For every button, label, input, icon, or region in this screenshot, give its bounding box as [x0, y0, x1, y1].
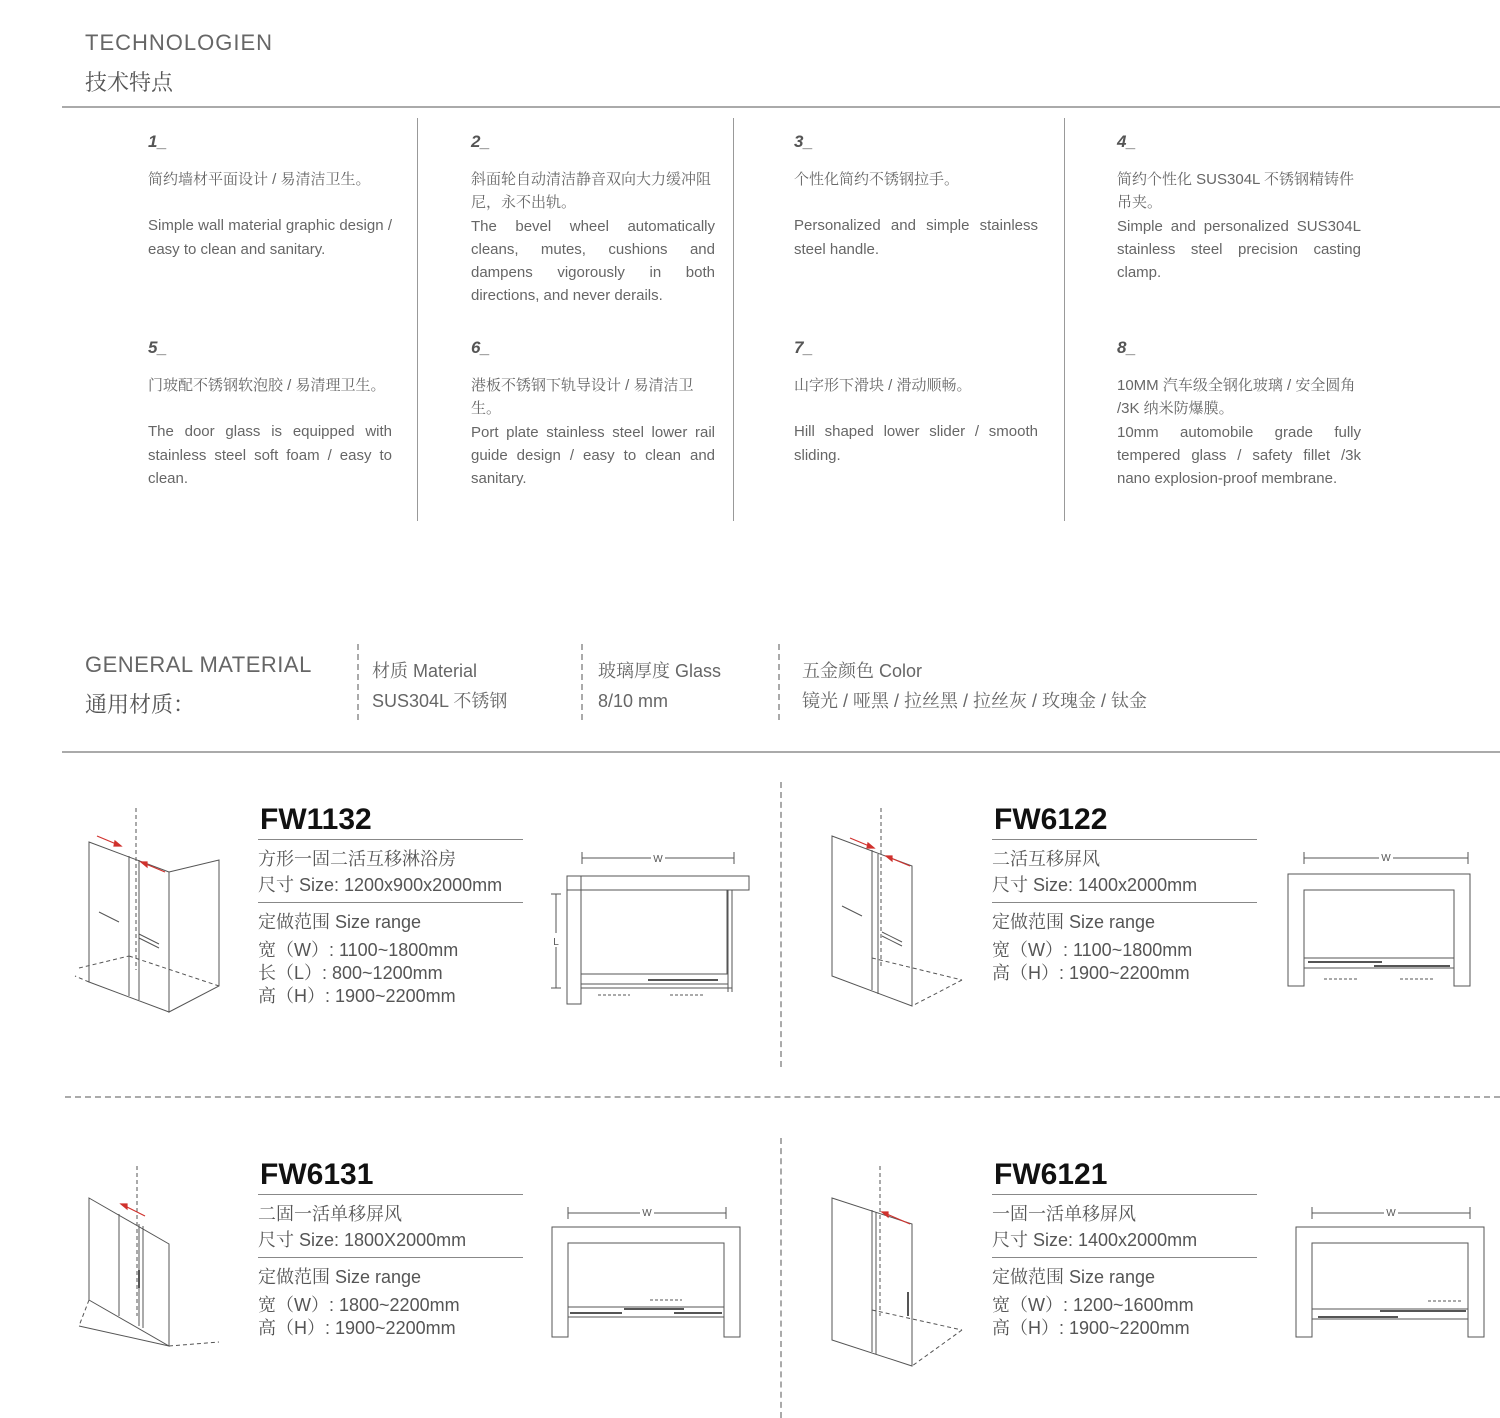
size-range-item: 高（H）: 1900~2200mm	[992, 1318, 1190, 1338]
size-range-item: 宽（W）: 1100~1800mm	[258, 940, 459, 960]
column-divider	[417, 118, 418, 521]
product-code: FW1132	[258, 800, 523, 840]
product-name: 方形一固二活互移淋浴房	[258, 849, 456, 869]
color-column	[802, 656, 1147, 716]
feature-number: 1_	[148, 132, 167, 151]
product-divider-horizontal	[65, 1096, 1500, 1098]
product-iso-drawing	[818, 808, 968, 1013]
section-title-zh: 技术特点	[85, 70, 174, 95]
size-range-item: 宽（W）: 1200~1600mm	[992, 1295, 1194, 1315]
feature-text-zh: 港板不锈钢下轨导设计 / 易清洁卫生。	[471, 377, 694, 418]
product-divider-vertical	[780, 782, 782, 1067]
size-range-item: 高（H）: 1900~2200mm	[258, 986, 456, 1006]
length-label: L	[553, 937, 559, 948]
size-range-item: 高（H）: 1900~2200mm	[258, 1318, 456, 1338]
product-plan-drawing	[1294, 1203, 1484, 1343]
feature-number: 6_	[471, 338, 490, 357]
feature-text-zh: 山字形下滑块 / 滑动顺畅。	[794, 377, 972, 394]
glass-column	[598, 656, 721, 716]
feature-number: 3_	[794, 132, 813, 151]
width-label: W	[1381, 853, 1391, 864]
size-range-title: 定做范围 Size range	[258, 912, 422, 932]
product-size: 尺寸 Size: 1800X2000mm	[258, 1230, 467, 1250]
feature-text-en: Personalized and simple stainless steel handle.	[794, 217, 1038, 258]
feature-item	[471, 130, 715, 308]
product-divider-vertical	[780, 1138, 782, 1418]
size-range-item: 高（H）: 1900~2200mm	[992, 963, 1190, 983]
feature-item	[148, 336, 392, 490]
product-iso-drawing	[75, 1166, 225, 1351]
feature-item	[471, 336, 715, 490]
product-iso-drawing	[75, 808, 225, 1018]
feature-item	[794, 336, 1038, 467]
product-plan-drawing	[1286, 848, 1476, 990]
product-plan-drawing	[548, 852, 753, 1012]
product-size: 尺寸 Size: 1200x900x2000mm	[258, 875, 503, 895]
size-range-title: 定做范围 Size range	[992, 912, 1156, 932]
header-divider	[62, 106, 1500, 108]
glass-label: 玻璃厚度 Glass	[598, 661, 722, 681]
product-code: FW6131	[258, 1155, 523, 1195]
feature-number: 8_	[1117, 338, 1136, 357]
feature-text-zh: 个性化简约不锈钢拉手。	[794, 171, 960, 188]
size-range-item: 宽（W）: 1100~1800mm	[992, 940, 1193, 960]
feature-text-en: The door glass is equipped with stainless steel soft foam / easy to clean.	[148, 423, 392, 487]
product-card	[258, 800, 523, 1008]
color-value: 镜光 / 哑黑 / 拉丝黑 / 拉丝灰 / 玫瑰金 / 钛金	[802, 691, 1148, 711]
product-code: FW6122	[992, 800, 1257, 840]
material-divider-line	[62, 751, 1500, 753]
material-title-en: GENERAL MATERIAL	[85, 652, 312, 677]
feature-item	[1117, 130, 1361, 284]
feature-text-en: Simple wall material graphic design / easy to clean and sanitary.	[148, 217, 392, 258]
material-value: SUS304L 不锈钢	[372, 691, 508, 711]
feature-text-en: 10mm automobile grade fully tempered glass / safety fillet /3k nano explosion-proof membrane.	[1117, 423, 1361, 488]
feature-item	[794, 130, 1038, 261]
feature-text-zh: 简约个性化 SUS304L 不锈钢精铸件吊夹。	[1117, 171, 1354, 212]
width-label: W	[1386, 1208, 1396, 1219]
material-column	[372, 656, 507, 716]
column-divider	[1064, 118, 1065, 521]
feature-number: 5_	[148, 338, 167, 357]
material-divider	[357, 644, 359, 720]
feature-text-en: Simple and personalized SUS304L stainless steel precision casting clamp.	[1117, 217, 1361, 282]
product-card	[992, 1155, 1257, 1340]
material-divider	[581, 644, 583, 720]
size-range-item: 长（L）: 800~1200mm	[258, 963, 443, 983]
color-label: 五金颜色 Color	[802, 661, 923, 681]
size-range-item: 宽（W）: 1800~2200mm	[258, 1295, 460, 1315]
feature-item	[1117, 336, 1361, 490]
feature-number: 4_	[1117, 132, 1136, 151]
feature-text-en: The bevel wheel automatically cleans, mutes, cushions and dampens vigorously in both directions, and never derails.	[471, 217, 715, 305]
product-iso-drawing	[818, 1166, 968, 1351]
product-size: 尺寸 Size: 1400x2000mm	[992, 875, 1198, 895]
product-size: 尺寸 Size: 1400x2000mm	[992, 1230, 1198, 1250]
feature-text-zh: 斜面轮自动清洁静音双向大力缓冲阻尼，永不出轨。	[471, 171, 712, 212]
product-name: 二活互移屏风	[992, 849, 1100, 869]
product-name: 一固一活单移屏风	[992, 1204, 1136, 1224]
size-range-title: 定做范围 Size range	[992, 1267, 1156, 1287]
feature-text-en: Hill shaped lower slider / smooth sliding.	[794, 423, 1038, 464]
width-label: W	[653, 854, 663, 865]
product-card	[258, 1155, 523, 1340]
material-divider	[778, 644, 780, 720]
glass-value: 8/10 mm	[598, 691, 669, 711]
section-title-en: TECHNOLOGIEN	[85, 30, 274, 55]
feature-text-en: Port plate stainless steel lower rail guide design / easy to clean and sanitary.	[471, 423, 715, 488]
product-code: FW6121	[992, 1155, 1257, 1195]
feature-item	[148, 130, 392, 261]
material-label: 材质 Material	[372, 661, 478, 681]
feature-text-zh: 简约墙材平面设计 / 易清洁卫生。	[148, 171, 371, 188]
width-label: W	[642, 1208, 652, 1219]
column-divider	[733, 118, 734, 521]
size-range-title: 定做范围 Size range	[258, 1267, 422, 1287]
feature-text-zh: 10MM 汽车级全钢化玻璃 / 安全圆角 /3K 纳米防爆膜。	[1117, 377, 1356, 418]
material-title-zh: 通用材质：	[85, 692, 196, 717]
feature-number: 7_	[794, 338, 813, 357]
feature-text-zh: 门玻配不锈钢软泡胶 / 易清理卫生。	[148, 377, 386, 394]
product-plan-drawing	[550, 1203, 745, 1343]
product-name: 二固一活单移屏风	[258, 1204, 402, 1224]
feature-number: 2_	[471, 132, 490, 151]
product-card	[992, 800, 1257, 985]
